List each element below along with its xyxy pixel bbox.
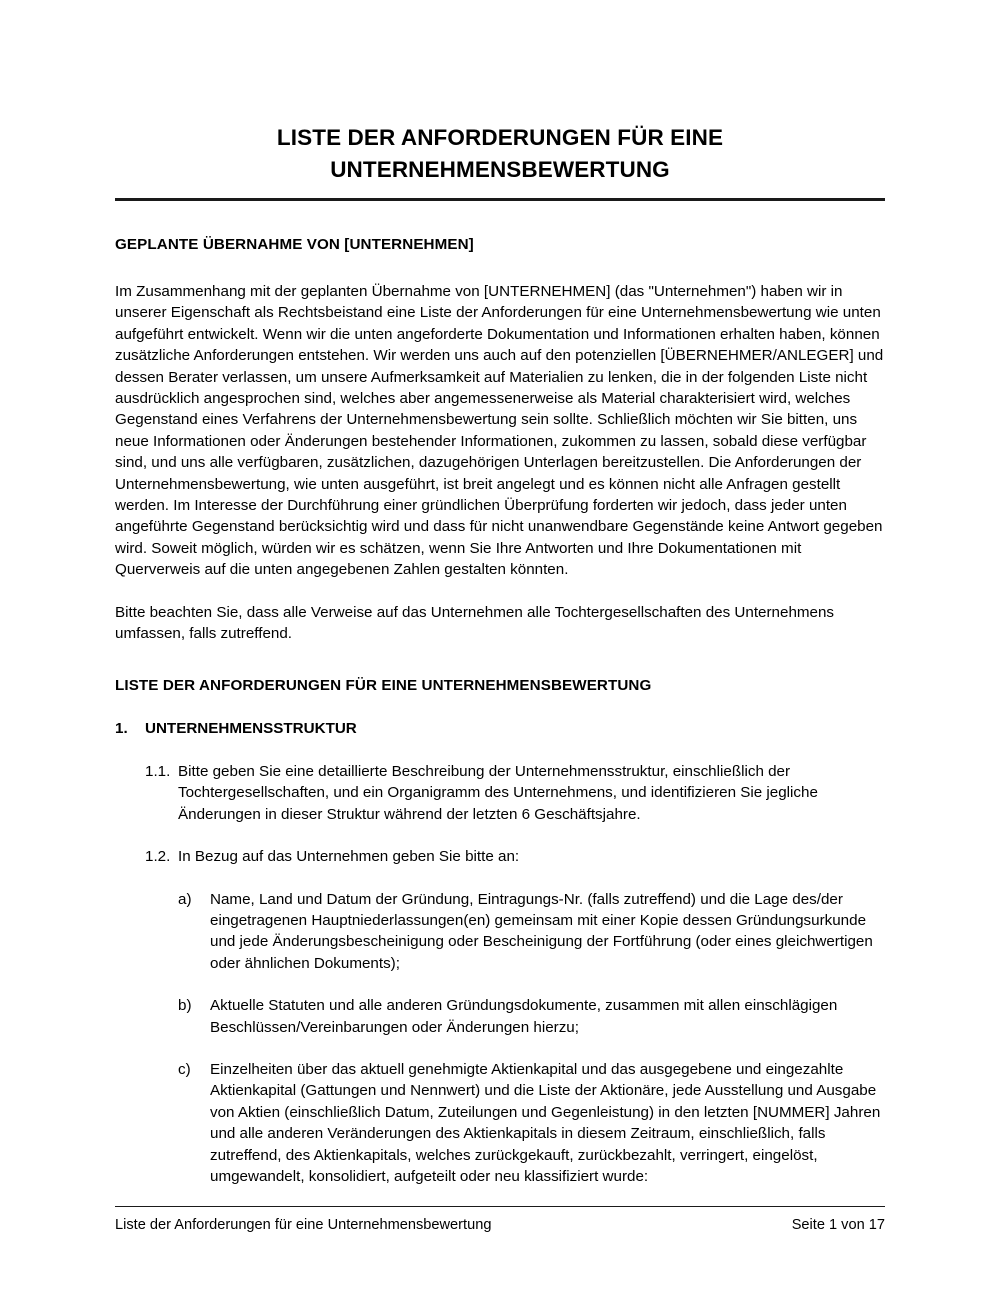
list-item-1-1-number: 1.1. [145,762,171,780]
list-item-1-2-c-marker: c) [178,1060,191,1078]
list-item-1-2-text: In Bezug auf das Unternehmen geben Sie bitte an: [178,848,520,866]
list-heading: LISTE DER ANFORDERUNGEN FÜR EINE UNTERNEHMENSBEWERTUNG [115,676,652,694]
page-title-line-1: LISTE DER ANFORDERUNGEN FÜR EINE [276,125,724,150]
list-item-1-2-a-text: Name, Land und Datum der Gründung, Eintragungs-Nr. (falls zutreffend) und die Lage des/der eingetragenen Hauptniederlassungen(en) gemeinsam mit einer Kopie dessen Gründungsurkunde und jede Änderungsbescheinigung oder Bescheinigung der Fortführung (oder eines gleichwertigen oder ähnlichen Dokuments); [210,890,873,972]
list-item-1-2-c [115,1059,885,1187]
intro-paragraph: Im Zusammenhang mit der geplanten Übernahme von [UNTERNEHMEN] (das "Unternehmen") haben wir in unserer Eigenschaft als Rechtsbeistand eine Liste der Anforderungen für eine Unternehmensbewertung wie unten aufgeführt entwickelt. Wenn wir die unten angeforderte Dokumentation und Informationen erhalten haben, können zusätzliche Anforderungen entstehen. Wir werden uns auch auf den potenziellen [ÜBERNEHMER/ANLEGER] und dessen Berater verlassen, um unsere Aufmerksamkeit auf Materialien zu lenken, die in der folgenden Liste nicht ausdrücklich angesprochen sind, welches aber angemessenerweise als Material charakterisiert wird, welches Gegenstand eines Verfahrens der Unternehmensbewertung sein sollte. Schließlich möchten wir Sie bitten, uns neue Informationen oder Änderungen bestehender Informationen, zukommen zu lassen, sobald diese verfügbar sind, und uns alle verfügbaren, zusätzlichen, dazugehörigen Unterlagen bereitzustellen. Die Anforderungen der Unternehmensbewertung, wie unten ausgeführt, ist breit angelegt und es können nicht alle Anfragen gestellt werden. Im Interesse der Durchführung einer gründlichen Überprüfung forderten wir jedoch, dass jeder unten angeführte Gegenstand berücksichtig wird und dass für nicht unanwendbare Gegenstände keine Antwort gegeben wird. Soweit möglich, würden wir es schätzen, wenn Sie Ihre Antworten und Ihre Dokumentationen mit Querverweis auf die unten angegebenen Zahlen gestalten könnten. [115,283,884,579]
section-1-number: 1. [115,719,128,737]
section-1 [115,718,885,739]
footer-document-name: Liste der Anforderungen für eine Unternehmensbewertung [115,1217,492,1233]
list-item-1-2-a-marker: a) [178,890,192,908]
list-item-1-2-number: 1.2. [145,848,171,866]
footer-row [115,1207,885,1235]
list-item-1-2-b-marker: b) [178,997,192,1015]
list-item-1-1 [115,761,885,825]
list-item-1-1-text: Bitte geben Sie eine detaillierte Beschreibung der Unternehmensstruktur, einschließlich der Tochtergesellschaften, und ein Organigramm des Unternehmens, und identifizieren Sie jegliche Änderungen in dieser Struktur während der letzten 6 Geschäftsjahre. [178,762,818,823]
note-paragraph: Bitte beachten Sie, dass alle Verweise auf das Unternehmen alle Tochtergesellschaften des Unternehmens umfassen, falls zutreffend. [115,603,835,643]
list-item-1-2-c-text: Einzelheiten über das aktuell genehmigte Aktienkapital und das ausgegebene und eingezahlte Aktienkapital (Gattungen und Nennwert) und die Liste der Aktionäre, jede Ausstellung und Ausgabe von Aktien (einschließlich Datum, Zuteilungen und Gegenleistung) in den letzten [NUMMER] Jahren und alle anderen Veränderungen des Aktienkapitals in diesem Zeitraum, einschließlich, falls zutreffend, des Aktienkapitals, welches zurückgekauft, zurückbezahlt, verringert, eingelöst, umgewandelt, konsolidiert, aufgeteilt oder neu klassifiziert wurde: [210,1060,881,1185]
subject-heading: GEPLANTE ÜBERNAHME VON [UNTERNEHMEN] [115,236,474,253]
page-title-line-2: UNTERNEHMENSBEWERTUNG [330,157,670,182]
section-1-title: UNTERNEHMENSSTRUKTUR [145,719,357,737]
list-item-1-2-b-text: Aktuelle Statuten und alle anderen Gründungsdokumente, zusammen mit allen einschlägigen Beschlüssen/Vereinbarungen oder Änderungen hierzu; [210,997,838,1036]
list-item-1-2-b [115,995,885,1038]
list-item-1-2-a [115,889,885,975]
footer-page-number: Seite 1 von 17 [791,1217,885,1233]
page-title [115,0,885,186]
page-footer [115,1206,885,1235]
document-content [115,0,885,1187]
list-item-1-2 [115,846,885,867]
